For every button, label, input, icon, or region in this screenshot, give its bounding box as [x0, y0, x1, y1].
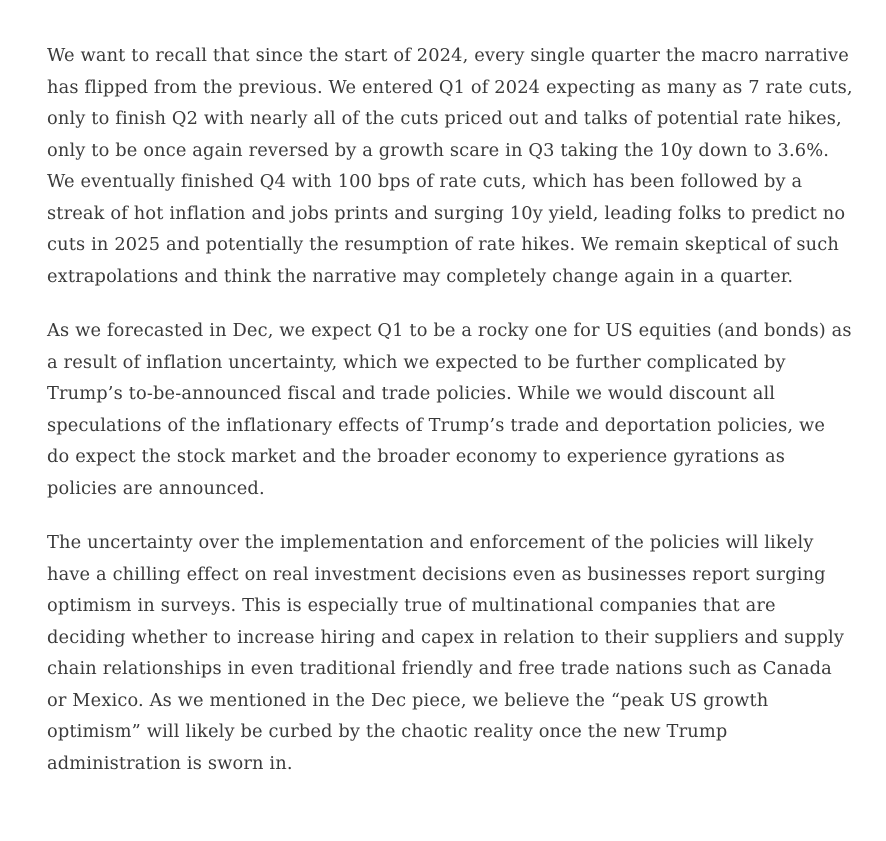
paragraph-1 [47, 40, 856, 292]
paragraph-line: speculations of the inflationary effects of Trump’s trade and deportation policies, we [47, 414, 825, 436]
paragraph-line: optimism in surveys. This is especially true of multinational companies that are [47, 595, 776, 616]
paragraph-line: streak of hot inflation and jobs prints and surging 10y yield, leading folks to predict no [47, 202, 846, 224]
paragraph-line: have a chilling effect on real investment decisions even as businesses report surging [47, 563, 826, 585]
paragraph-line: only to finish Q2 with nearly all of the cuts priced out and talks of potential rate hikes, [47, 108, 842, 129]
paragraph-line: We want to recall that since the start of 2024, every single quarter the macro narrative [47, 45, 849, 66]
paragraph-line: cuts in 2025 and potentially the resumption of rate hikes. We remain skeptical of such [47, 234, 839, 255]
paragraph-line: only to be once again reversed by a growth scare in Q3 taking the 10y down to 3.6%. [47, 139, 830, 161]
paragraph-line: has flipped from the previous. We entered Q1 of 2024 expecting as many as 7 rate cuts, [47, 76, 853, 98]
paragraph-line: optimism” will likely be curbed by the chaotic reality once the new Trump [47, 721, 728, 742]
paragraph-line: As we forecasted in Dec, we expect Q1 to be a rocky one for US equities (and bonds) as [47, 320, 852, 341]
paragraph-line: chain relationships in even traditional friendly and free trade nations such as Canada [47, 658, 832, 679]
paragraph-line: or Mexico. As we mentioned in the Dec piece, we believe the “peak US growth [47, 689, 769, 711]
paragraph-line: extrapolations and think the narrative may completely change again in a quarter. [47, 265, 794, 287]
paragraph-line: do expect the stock market and the broader economy to experience gyrations as [47, 446, 785, 467]
paragraph-line: a result of inflation uncertainty, which we expected to be further complicated by [47, 351, 786, 373]
paragraph-line: administration is sworn in. [47, 752, 293, 774]
paragraph-line: policies are announced. [47, 477, 265, 499]
paragraph-line: deciding whether to increase hiring and capex in relation to their suppliers and supply [47, 626, 845, 648]
paragraph-line: Trump’s to-be-announced fiscal and trade policies. While we would discount all [47, 383, 776, 404]
paragraph-3 [47, 527, 856, 779]
paragraph-2 [47, 315, 856, 504]
paragraph-line: We eventually finished Q4 with 100 bps of rate cuts, which has been followed by a [47, 171, 803, 192]
paragraph-line: The uncertainty over the implementation and enforcement of the policies will likely [47, 532, 814, 553]
